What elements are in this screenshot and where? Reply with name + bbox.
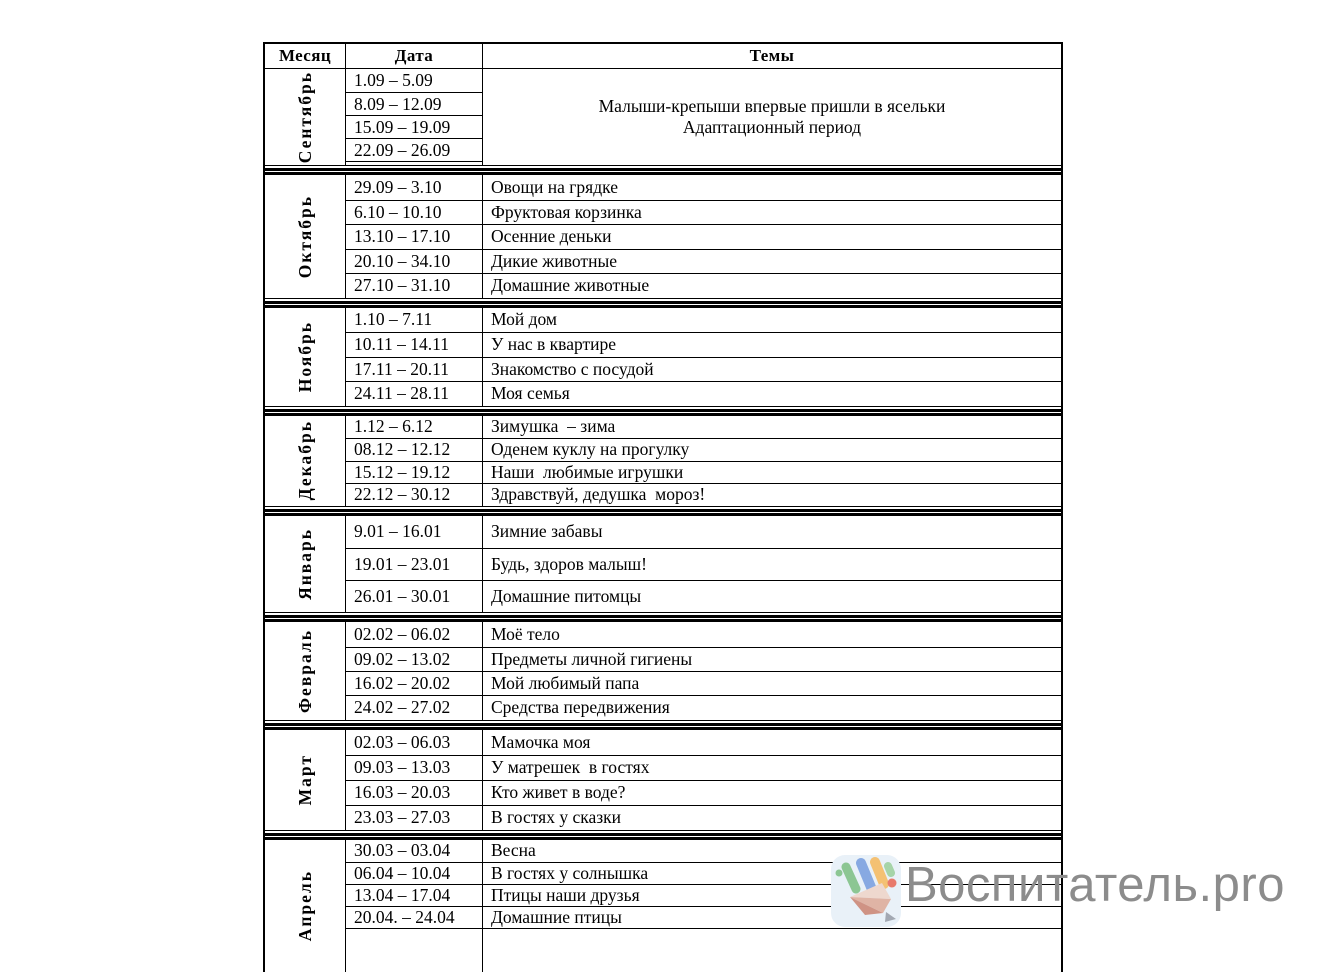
date-cell: 9.01 – 16.01 [345,516,482,548]
section-separator [265,612,1061,622]
date-cell: 13.10 – 17.10 [345,224,482,249]
theme-cell: Дикие животные [482,249,1061,274]
theme-cell: В гостях у солнышка [482,862,1061,884]
table-body [265,69,1061,972]
date-cell: 8.09 – 12.09 [345,92,482,115]
date-cell: 19.01 – 23.01 [345,548,482,580]
month-cell [265,622,345,719]
theme-cell: Весна [482,840,1061,862]
date-cell: 24.02 – 27.02 [345,695,482,719]
month-label: Февраль [294,629,315,713]
month-cell [265,308,345,406]
theme-cell: Средства передвижения [482,695,1061,719]
date-cell: 09.02 – 13.02 [345,647,482,671]
month-cell [265,516,345,613]
date-cell: 09.03 – 13.03 [345,755,482,780]
theme-cell: Фруктовая корзинка [482,200,1061,225]
month-label: Октябрь [294,194,315,278]
month-cell [265,416,345,506]
month-section-октябрь [265,175,1061,298]
date-filler-cell [345,161,482,165]
theme-cell: Предметы личной гигиены [482,647,1061,671]
theme-cell: Зимние забавы [482,516,1061,548]
theme-cell: Зимушка – зима [482,416,1061,439]
pencil-logo-icon [831,855,901,927]
theme-cell: В гостях у сказки [482,805,1061,830]
date-cell: 29.09 – 3.10 [345,175,482,200]
date-cell: 30.03 – 03.04 [345,840,482,862]
date-cell: 23.03 – 27.03 [345,805,482,830]
month-cell [265,730,345,830]
month-section-декабрь [265,416,1061,506]
theme-cell: Домашние птицы [482,906,1061,928]
theme-cell: Кто живет в воде? [482,780,1061,805]
theme-cell: Мой дом [482,308,1061,333]
theme-cell: Знакомство с посудой [482,357,1061,382]
header-themes: Темы [482,44,1061,68]
header-date: Дата [345,44,482,68]
date-cell: 24.11 – 28.11 [345,381,482,406]
date-cell: 22.09 – 26.09 [345,138,482,161]
month-label: Март [294,753,315,806]
theme-cell: У нас в квартире [482,332,1061,357]
date-cell: 15.12 – 19.12 [345,461,482,484]
theme-filler-cell [482,928,1061,972]
theme-cell: У матрешек в гостях [482,755,1061,780]
date-cell: 20.04. – 24.04 [345,906,482,928]
date-cell: 6.10 – 10.10 [345,200,482,225]
date-cell: 06.04 – 10.04 [345,862,482,884]
theme-cell: Мамочка моя [482,730,1061,755]
date-cell: 16.03 – 20.03 [345,780,482,805]
theme-line: Адаптационный период [682,117,862,137]
section-separator [265,830,1061,840]
month-section-февраль [265,622,1061,719]
month-cell [265,175,345,298]
theme-cell: Мой любимый папа [482,671,1061,695]
date-cell: 13.04 – 17.04 [345,884,482,906]
theme-cell: Будь, здоров малыш! [482,548,1061,580]
section-separator [265,165,1061,175]
date-cell: 1.12 – 6.12 [345,416,482,439]
calendar-table [263,42,1063,972]
month-cell [265,69,345,165]
month-label: Апрель [294,869,315,942]
theme-cell: Птицы наши друзья [482,884,1061,906]
section-separator [265,506,1061,516]
theme-cell: Осенние деньки [482,224,1061,249]
watermark-text: Воспитатель.pro [905,858,1285,912]
date-cell: 27.10 – 31.10 [345,273,482,298]
theme-cell: Оденем куклу на прогулку [482,438,1061,461]
watermark [831,855,1285,927]
date-cell: 17.11 – 20.11 [345,357,482,382]
theme-cell: Наши любимые игрушки [482,461,1061,484]
month-section-март [265,730,1061,830]
theme-cell: Овощи на грядке [482,175,1061,200]
date-cell: 08.12 – 12.12 [345,438,482,461]
month-label: Сентябрь [294,70,315,164]
theme-cell: Моя семья [482,381,1061,406]
section-separator [265,298,1061,308]
date-cell: 1.09 – 5.09 [345,69,482,92]
month-label: Ноябрь [294,320,315,393]
month-label: Январь [294,527,315,600]
section-separator [265,406,1061,416]
theme-cell: Моё тело [482,622,1061,646]
month-section-январь [265,516,1061,613]
date-cell: 16.02 – 20.02 [345,671,482,695]
merged-theme-cell [482,69,1061,165]
date-cell: 10.11 – 14.11 [345,332,482,357]
date-cell: 20.10 – 34.10 [345,249,482,274]
date-cell: 02.03 – 06.03 [345,730,482,755]
date-filler-cell [345,928,482,972]
date-cell: 22.12 – 30.12 [345,483,482,506]
theme-cell: Домашние питомцы [482,580,1061,612]
theme-cell: Домашние животные [482,273,1061,298]
date-cell: 02.02 – 06.02 [345,622,482,646]
section-separator [265,720,1061,730]
month-section-сентябрь [265,69,1061,165]
date-cell: 26.01 – 30.01 [345,580,482,612]
theme-line: Малыши-крепыши впервые пришли в ясельки [598,95,946,116]
month-cell [265,840,345,972]
theme-cell: Здравствуй, дедушка мороз! [482,483,1061,506]
month-section-ноябрь [265,308,1061,406]
month-label: Декабрь [294,420,315,501]
date-cell: 15.09 – 19.09 [345,115,482,138]
table-header-row [265,44,1061,69]
date-cell: 1.10 – 7.11 [345,308,482,333]
header-month: Месяц [278,46,332,65]
